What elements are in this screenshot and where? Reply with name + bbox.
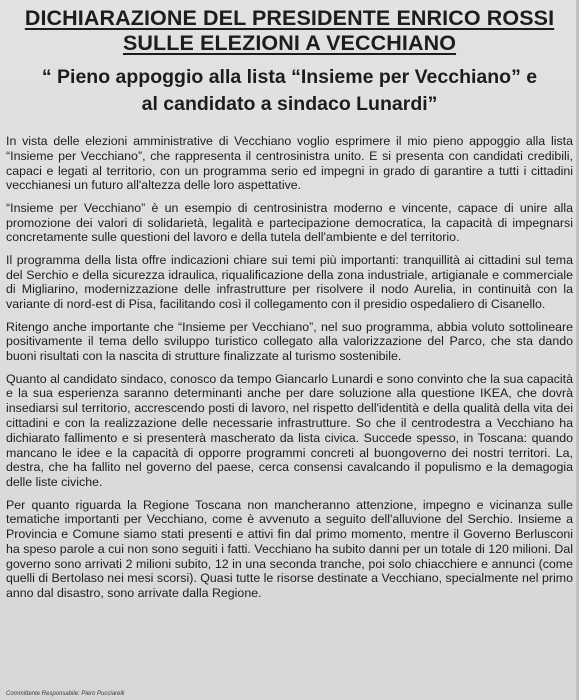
paragraph-1: In vista delle elezioni amministrative di Vecchiano voglio esprimere il mio pieno appoggio alla lista “Insieme per Vecchiano”, che rappresenta il centrosinistra unito. E si presenta con candidati credibili, capaci e legati al territorio, con un programma serio ed impegni in grado di garantire a tutti i cittadini vecchianesi un futuro all'altezza delle loro aspettative.	[6, 134, 573, 193]
paragraph-6: Per quanto riguarda la Regione Toscana non mancheranno attenzione, impegno e vicinanza sulle tematiche importanti per Vecchiano, come è avvenuto a seguito dell'alluvione del Serchio. Insieme a Provincia e Comune siamo stati presenti e attivi fin dal primo momento, mentre il Governo Berlusconi ha speso parole a cui non sono seguiti i fatti. Vecchiano ha subito danni per un totale di 120 milioni. Dal governo sono arrivati 2 milioni subito, 12 in una seconda tranche, poi solo chiacchiere e annunci (come quelli di Bertolaso nei mesi scorsi). Quasi tutte le risorse destinate a Vecchiano, specialmente nel primo anno dal disastro, sono arrivate dalla Regione.	[6, 497, 573, 601]
page-subtitle	[6, 64, 573, 118]
subtitle-line-1: “ Pieno appoggio alla lista “Insieme per Vecchiano” e	[41, 66, 538, 88]
paragraph-3: Il programma della lista offre indicazioni chiare sui temi più importanti: tranquillità ai cittadini sul tema del Serchio e della sicurezza idraulica, riqualificazione della zona industriale, artigianale e commerciale di Migliarino, modernizzazione delle infrastrutture per risolvere il nodo Aurelia, in continuità con la variante di nord-est di Pisa, facilitando così il collegamento con il presidio ospedaliero di Cisanello.	[6, 252, 573, 312]
title-line-2: SULLE ELEZIONI A VECCHIANO	[122, 31, 457, 55]
title-line-1: DICHIARAZIONE DEL PRESIDENTE ENRICO ROSSI	[24, 6, 555, 30]
paragraph-5: Quanto al candidato sindaco, conosco da tempo Giancarlo Lunardi e sono convinto che la sua capacità e la sua esperienza saranno determinanti anche per dare soluzione alla questione IKEA, che dovrà insediarsi sul territorio, accrescendo posti di lavoro, nel rispetto dell'identità e della qualità della vita dei cittadini e con la realizzazione delle necessarie infrastrutture. So che il centrodestra a Vecchiano ha dichiarato fallimento e si presenterà mascherato da lista civica. Succede spesso, in Toscana: quando mancano le idee e la capacità di opporre programmi concreti al buongoverno dei nostri territori. La, destra, che ha fallito nel governo del paese, cerca consensi cavalcando il populismo e la demagogia delle liste civiche.	[6, 371, 573, 490]
statement-body	[6, 134, 573, 601]
paragraph-2: “Insieme per Vecchiano” è un esempio di centrosinistra moderno e vincente, capace di unire alla promozione dei valori di solidarietà, legalità e partecipazione democratica, la capacità di impegnarsi concretamente sulle questioni del lavoro e della tutela dell'ambiente e del territorio.	[6, 200, 573, 245]
page-title	[6, 6, 573, 56]
paragraph-4: Ritengo anche importante che “Insieme per Vecchiano”, nel suo programma, abbia voluto sottolineare positivamente il tema dello sviluppo turistico collegato alla valorizzazione del Parco, che sta dando buoni risultati con la nascita di strutture finalizzate al turismo sostenibile.	[6, 319, 573, 364]
subtitle-line-2: al candidato a sindaco Lunardi”	[141, 93, 438, 115]
footer-committente: Committente Responsabile: Piero Pucciarelli	[6, 691, 125, 697]
